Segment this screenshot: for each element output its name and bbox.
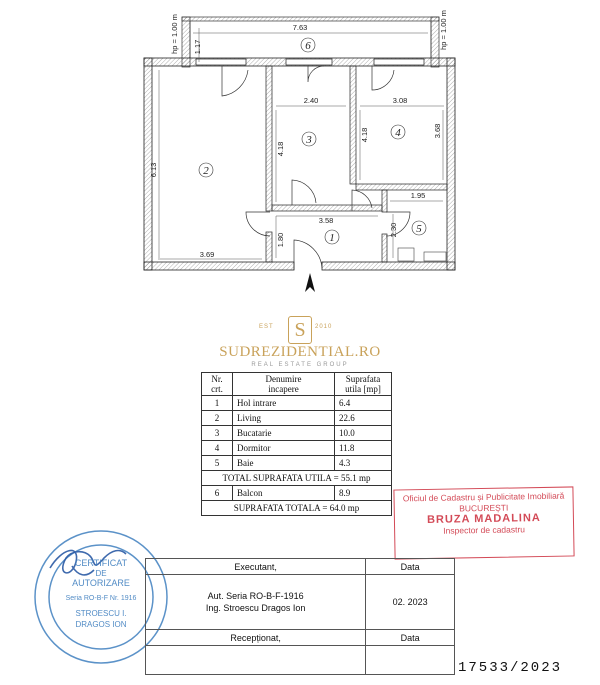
- outer-walls: [144, 58, 455, 270]
- table-row: [202, 441, 392, 456]
- receptionat-label: Recepționat,: [146, 630, 366, 646]
- executant-label: Executant,: [146, 559, 366, 575]
- dim-hall-height: 1.80: [276, 232, 285, 248]
- room-number-5: 5: [416, 223, 422, 235]
- bathroom-fixtures: [398, 248, 446, 261]
- row-area: 8.9: [335, 486, 392, 501]
- cadastre-stamp: [393, 486, 574, 559]
- row-name: Living: [233, 411, 335, 426]
- row-name: Balcon: [233, 486, 335, 501]
- dim-bath-height: 2.30: [389, 222, 398, 238]
- table-row: [202, 486, 392, 501]
- signature-table: [145, 558, 455, 675]
- table-header-row: [202, 373, 392, 396]
- dim-living-height: 6.13: [149, 162, 158, 178]
- dim-balcony-depth: 1.17: [193, 39, 202, 55]
- row-area: 4.3: [335, 456, 392, 471]
- dim-living-width: 3.69: [199, 250, 215, 259]
- floor-plan: [0, 0, 600, 300]
- dim-bedroom-height-right: 3.68: [433, 123, 442, 139]
- total-row: [202, 501, 392, 516]
- table-row: [202, 411, 392, 426]
- dim-kitchen-height: 4.18: [276, 141, 285, 157]
- logo-brand-name: SUDREZIDENTIAL.RO: [219, 344, 381, 360]
- logo-year-label: 2010: [315, 324, 333, 330]
- room-number-1: 1: [329, 232, 335, 244]
- room-number-2: 2: [203, 165, 209, 177]
- seal-line-2: DE: [95, 569, 107, 578]
- registration-number: 17533/2023: [458, 660, 563, 676]
- table-row: [202, 396, 392, 411]
- data-label: Data: [366, 559, 455, 575]
- receptionat-signature-cell: [146, 646, 366, 675]
- row-area: 6.4: [335, 396, 392, 411]
- header-area: Suprafata utila [mp]: [335, 373, 392, 396]
- logo-subtitle: REAL ESTATE GROUP: [251, 362, 349, 368]
- stamp-city: BUCUREȘTI: [459, 502, 509, 514]
- rooms-area-table: [201, 372, 392, 516]
- executant-authorization: Aut. Seria RO-B-F-1916: [207, 591, 304, 601]
- room-markers: [199, 38, 426, 244]
- room-number-3: 3: [306, 134, 312, 146]
- dim-bedroom-height-left: 4.18: [360, 127, 369, 143]
- table-row: [202, 426, 392, 441]
- receptionat-header-row: [146, 630, 455, 646]
- dim-kitchen-width: 2.40: [303, 96, 319, 105]
- row-nr: 4: [202, 441, 233, 456]
- header-nr: Nr. crt.: [202, 373, 233, 396]
- row-nr: 3: [202, 426, 233, 441]
- total-utila: TOTAL SUPRAFATA UTILA = 55.1 mp: [202, 471, 392, 486]
- windows: [196, 59, 424, 65]
- row-nr: 1: [202, 396, 233, 411]
- header-name: Denumire incapere: [233, 373, 335, 396]
- row-nr: 6: [202, 486, 233, 501]
- row-name: Dormitor: [233, 441, 335, 456]
- row-name: Bucatarie: [233, 426, 335, 441]
- row-area: 11.8: [335, 441, 392, 456]
- executant-header-row: [146, 559, 455, 575]
- seal-line-1: CERTIFICAT: [74, 558, 128, 568]
- receptionat-row: [146, 646, 455, 675]
- logo-s-icon: S: [288, 316, 312, 344]
- data-label-2: Data: [366, 630, 455, 646]
- dim-bath-width: 1.95: [410, 191, 426, 200]
- executant-date: 02. 2023: [366, 575, 455, 630]
- row-name: Hol intrare: [233, 396, 335, 411]
- row-nr: 2: [202, 411, 233, 426]
- executant-engineer: Ing. Stroescu Dragos Ion: [205, 603, 306, 613]
- dim-hp-right: hp = 1.00 m: [439, 10, 448, 50]
- row-nr: 5: [202, 456, 233, 471]
- seal-line-4: Seria RO-B-F Nr. 1916: [65, 595, 137, 602]
- seal-line-5: STROESCU I.: [75, 609, 127, 618]
- dim-hp-left: hp = 1.00 m: [170, 14, 179, 54]
- dim-balcony-width: 7.63: [292, 23, 308, 32]
- executant-details: [146, 575, 366, 630]
- agency-logo: [195, 312, 405, 374]
- table-row: [202, 456, 392, 471]
- total-utila-row: [202, 471, 392, 486]
- total-area: SUPRAFATA TOTALA = 64.0 mp: [202, 501, 392, 516]
- dim-hall-width: 3.58: [318, 216, 334, 225]
- logo-est-label: EST: [259, 324, 274, 330]
- receptionat-date-cell: [366, 646, 455, 675]
- room-number-4: 4: [395, 127, 401, 139]
- row-area: 22.6: [335, 411, 392, 426]
- row-area: 10.0: [335, 426, 392, 441]
- executant-row: [146, 575, 455, 630]
- seal-line-3: AUTORIZARE: [72, 578, 130, 588]
- stamp-inspector-name: BRUZA MADALINA: [426, 512, 541, 526]
- stamp-inspector-role: Inspector de cadastru: [443, 524, 526, 536]
- dim-bedroom-width: 3.08: [392, 96, 408, 105]
- room-number-6: 6: [305, 40, 311, 52]
- seal-line-6: DRAGOS ION: [75, 620, 127, 629]
- row-name: Baie: [233, 456, 335, 471]
- stamp-office: Oficiul de Cadastru și Publicitate Imobiliară: [402, 490, 565, 504]
- entrance-arrow-icon: [305, 273, 315, 292]
